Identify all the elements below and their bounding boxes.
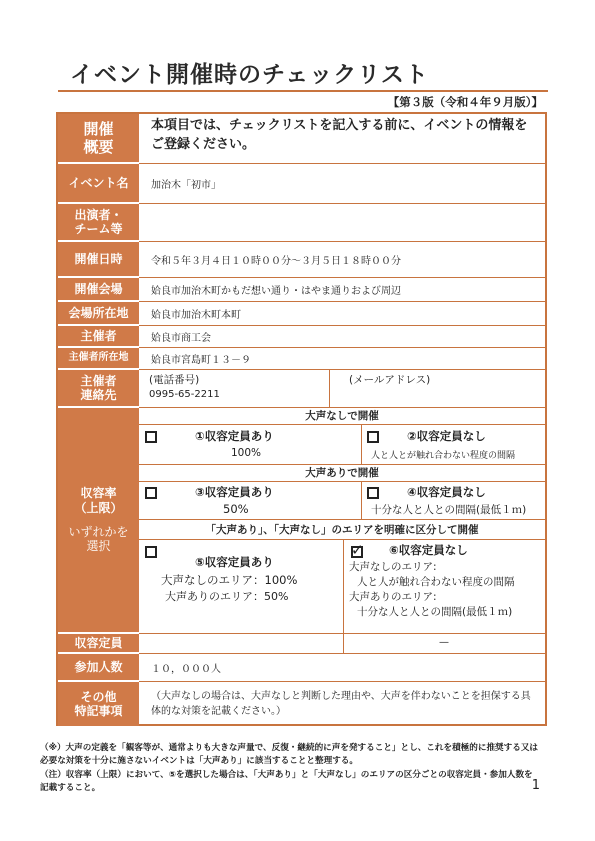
remarks-label: その他 特記事項 — [58, 682, 139, 726]
participants-field[interactable]: １０，０００人 — [139, 654, 545, 682]
option-4-title: ④収容定員なし — [407, 485, 486, 499]
venue-address-label: 会場所在地 — [58, 302, 139, 326]
option-4-text: 十分な人と人との間隔(最低１ｍ) — [371, 504, 527, 516]
voice-options — [139, 482, 545, 520]
page-number: 1 — [531, 778, 540, 793]
date-label: 開催日時 — [58, 242, 139, 278]
option-6-line-3: 大声ありのエリア: — [349, 591, 437, 603]
remarks-field[interactable]: （大声なしの場合は、大声なしと判断した理由や、大声を伴わないことを担保する具体的な対策を記載ください。） — [151, 691, 531, 717]
option-6-title: ⑥収容定員なし — [389, 543, 468, 557]
option-6-checkmark: ✓ — [351, 541, 364, 559]
participants-label: 参加人数 — [58, 654, 139, 682]
capacity-label — [58, 408, 139, 634]
page-title: イベント開催時のチェックリスト — [70, 62, 429, 88]
capacity-count-label: 収容定員 — [58, 634, 139, 654]
organizer-address-field[interactable]: 姶良市宮島町１３－９ — [139, 348, 545, 370]
footnote-voice-definition: （※）大声の定義を「観客等が、通常よりも大きな声量で、反復・継続的に声を発すること」とし、これを積極的に推奨する又は必要な対策を十分に施さないイベントは「大声あり」に該当することと整理する。 — [40, 743, 539, 767]
option-3-text: 50% — [223, 502, 249, 516]
capacity-count-value[interactable]: — — [439, 637, 449, 648]
performers-label: 出演者・ チーム等 — [58, 204, 139, 242]
option-1-checkbox[interactable] — [145, 431, 157, 443]
voice-header: 大声ありで開催 — [139, 465, 545, 482]
overview-label: 開催 概要 — [58, 114, 139, 164]
venue-field[interactable]: 姶良市加治木町かもだ想い通り・はやま通りおよび周辺 — [139, 278, 545, 302]
option-5-title: ⑤収容定員あり — [195, 555, 274, 569]
option-divider — [343, 540, 344, 633]
contact-label: 主催者 連絡先 — [58, 370, 139, 408]
phone-field[interactable]: 0995-65-2211 — [149, 389, 220, 400]
capacity-label-sub: いずれかを 選択 — [68, 525, 129, 554]
option-2-title: ②収容定員なし — [407, 429, 486, 443]
title-underline — [58, 90, 548, 92]
option-2-checkbox[interactable] — [367, 431, 379, 443]
performers-field[interactable] — [139, 204, 545, 242]
option-4-checkbox[interactable] — [367, 487, 379, 499]
contact-divider — [329, 370, 330, 407]
date-field[interactable]: 令和５年３月４日１０時００分～３月５日１８時００分 — [139, 242, 545, 278]
capacity-count-divider — [343, 634, 344, 653]
version-label: 【第３版（令和４年９月版）】 — [387, 95, 543, 109]
option-6-line-4: 十分な人と人との間隔(最低１ｍ) — [357, 606, 513, 618]
option-2-text: 人と人とが触れ合わない程度の間隔 — [371, 451, 516, 461]
option-5-checkbox[interactable] — [145, 546, 157, 558]
footnotes — [40, 742, 540, 795]
phone-label: (電話番号) — [149, 374, 200, 386]
email-label: (メールアドレス) — [349, 374, 431, 386]
organizer-field[interactable]: 姶良市商工会 — [139, 326, 545, 348]
no-voice-options — [139, 425, 545, 465]
zone-header: 「大声あり」、「大声なし」のエリアを明確に区分して開催 — [139, 520, 545, 540]
venue-label: 開催会場 — [58, 278, 139, 302]
option-6-line-2: 人と人が触れ合わない程度の間隔 — [357, 576, 515, 588]
option-divider — [361, 425, 362, 464]
option-6-line-1: 大声なしのエリア: — [349, 561, 437, 573]
event-name-field[interactable]: 加治木「初市」 — [139, 164, 545, 204]
contact-cell — [139, 370, 545, 408]
zone-options — [139, 540, 545, 634]
venue-address-field[interactable]: 姶良市加治木町本町 — [139, 302, 545, 326]
option-5-line-2: 大声ありのエリア：50% — [165, 590, 289, 603]
checklist-form — [56, 112, 547, 726]
option-3-title: ③収容定員あり — [195, 485, 274, 499]
option-5-line-1: 大声なしのエリア：100% — [161, 573, 298, 587]
option-divider — [361, 482, 362, 519]
option-1-title: ①収容定員あり — [195, 429, 274, 443]
no-voice-header: 大声なしで開催 — [139, 408, 545, 425]
option-1-text: 100% — [231, 447, 262, 459]
organizer-label: 主催者 — [58, 326, 139, 348]
footnote-capacity-note: （注）収容率（上限）において、⑤を選択した場合は、「大声あり」と「大声なし」のエリアの区分ごとの収容定員・参加人数を記載すること。 — [40, 769, 533, 793]
organizer-address-label: 主催者所在地 — [58, 348, 139, 370]
capacity-label-main: 収容率 （上限） — [74, 486, 123, 515]
event-name-label: イベント名 — [58, 164, 139, 204]
capacity-count-cell — [139, 634, 545, 654]
option-3-checkbox[interactable] — [145, 487, 157, 499]
overview-text: 本項目では、チェックリストを記入する前に、イベントの情報をご登録ください。 — [139, 114, 545, 164]
